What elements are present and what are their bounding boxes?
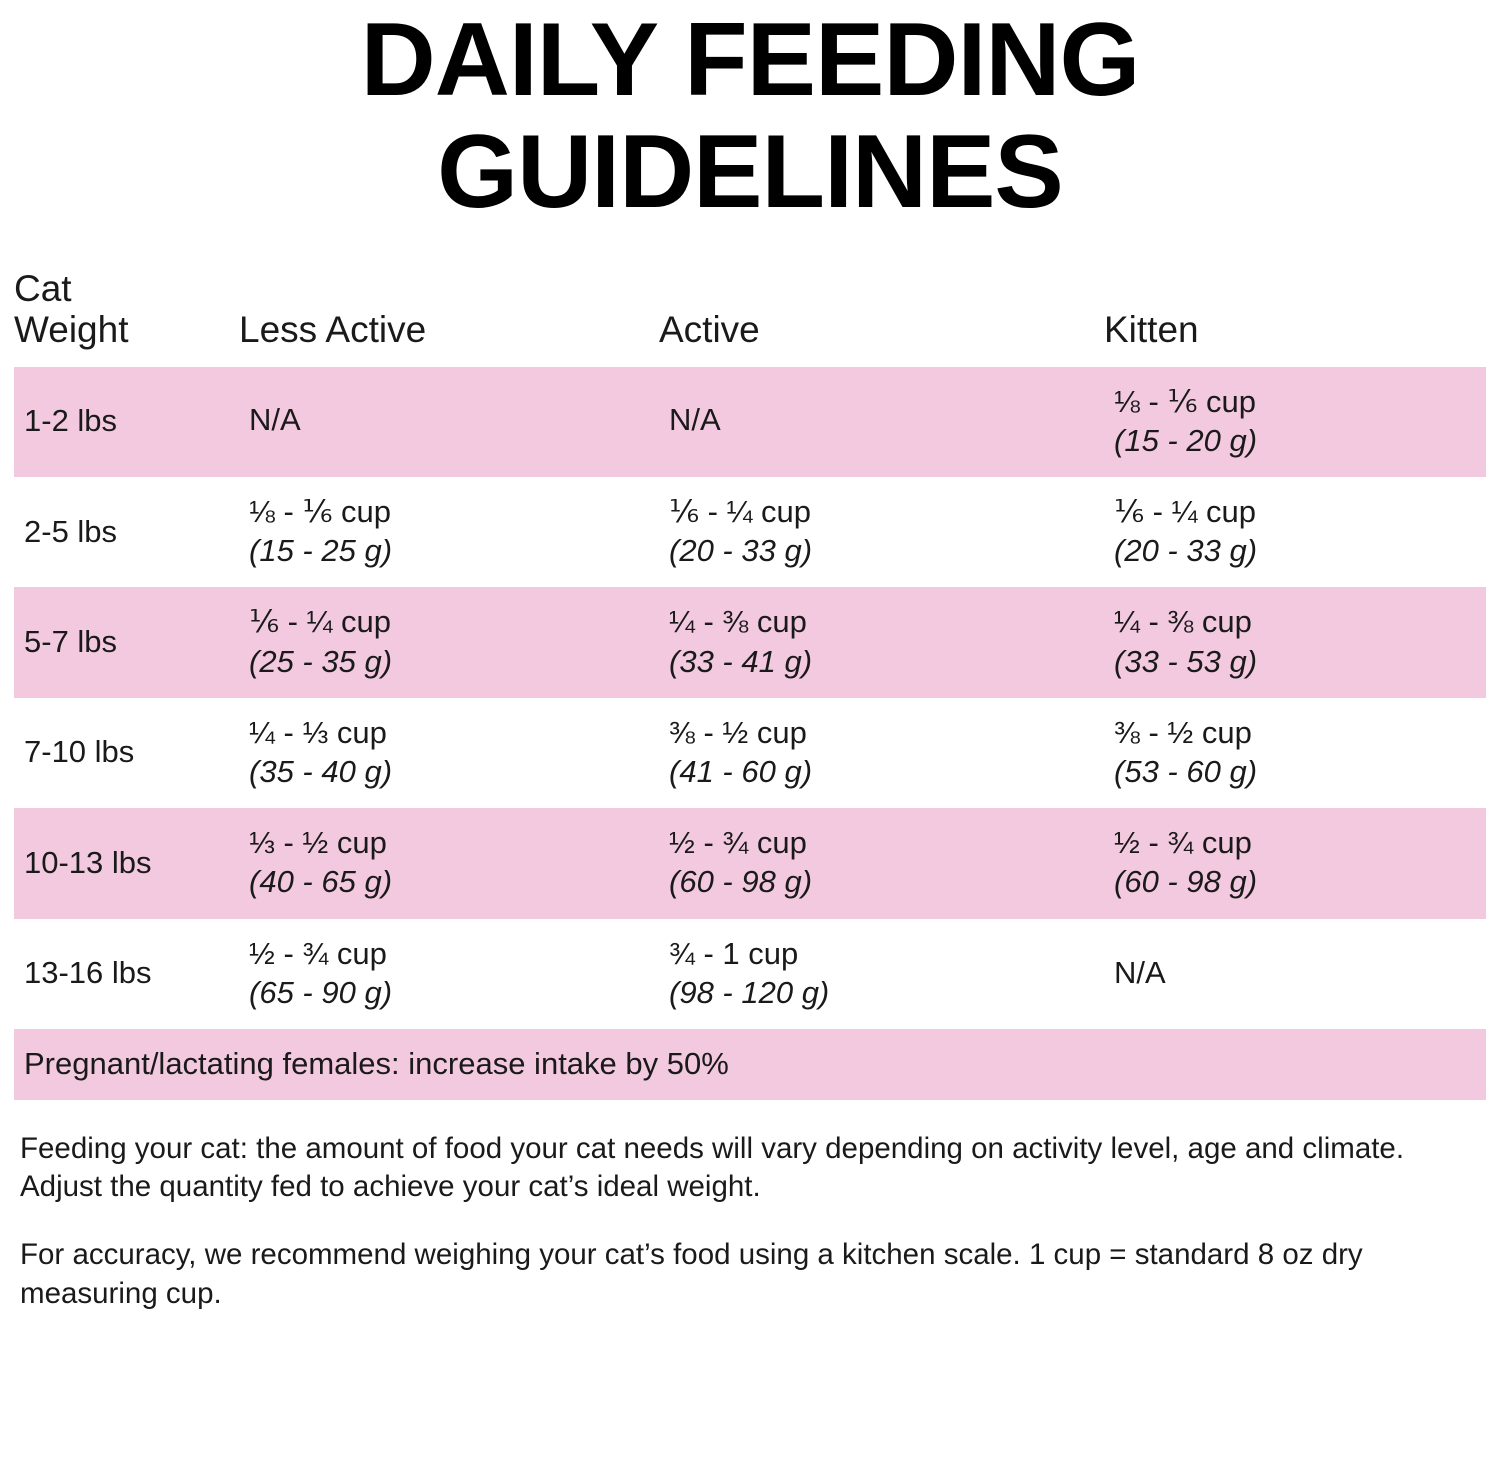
column-header-kitten: Kitten	[1104, 309, 1199, 351]
cell-amount: N/A	[249, 402, 301, 438]
column-header-cat-weight	[14, 268, 239, 367]
cell-grams: (65 - 90 g)	[249, 974, 393, 1010]
cell-cat-weight: 13-16 lbs	[14, 919, 239, 1029]
table-row	[14, 477, 1486, 587]
footnote-feeding-advice: Feeding your cat: the amount of food your cat needs will vary depending on activity level, age and climate. Adjust the quantity fed to achieve your cat’s ideal weight.	[20, 1132, 1405, 1204]
cell-kitten	[1104, 808, 1486, 918]
table-row	[14, 367, 1486, 477]
cell-kitten	[1104, 367, 1486, 477]
cell-amount: ¾ - 1 cup	[669, 935, 799, 971]
cell-amount: ¼ - ⅜ cup	[1114, 604, 1252, 640]
cell-kitten	[1104, 587, 1486, 697]
column-header-active: Active	[659, 309, 760, 351]
cell-grams: (40 - 65 g)	[249, 864, 393, 900]
cell-grams: (33 - 41 g)	[669, 643, 813, 679]
cell-less-active	[239, 919, 659, 1029]
page-title	[14, 0, 1486, 230]
cell-active	[659, 919, 1104, 1029]
cell-grams: (20 - 33 g)	[669, 533, 813, 569]
cell-kitten	[1104, 919, 1486, 1029]
cell-cat-weight: 7-10 lbs	[14, 698, 239, 808]
cell-active	[659, 808, 1104, 918]
table-row	[14, 698, 1486, 808]
column-header-less-active: Less Active	[239, 309, 427, 351]
cell-grams: (60 - 98 g)	[669, 864, 813, 900]
cell-amount: ⅜ - ½ cup	[1114, 714, 1252, 750]
cell-cat-weight: 10-13 lbs	[14, 808, 239, 918]
cell-less-active	[239, 367, 659, 477]
column-header-cat-weight-line-2: Weight	[14, 309, 129, 351]
cell-less-active	[239, 698, 659, 808]
table-header	[14, 268, 1486, 367]
cell-grams: (41 - 60 g)	[669, 754, 813, 789]
cell-grams: (35 - 40 g)	[249, 754, 393, 789]
page-title-line-1: DAILY FEEDING	[360, 2, 1140, 118]
cell-amount: ⅓ - ½ cup	[249, 825, 387, 861]
table-row	[14, 919, 1486, 1029]
cell-kitten	[1104, 477, 1486, 587]
pregnancy-note: Pregnant/lactating females: increase intake by 50%	[14, 1029, 1486, 1100]
pregnancy-note-row	[14, 1029, 1486, 1100]
cell-grams: (15 - 20 g)	[1114, 422, 1258, 458]
column-header-cat-weight-line-1: Cat	[14, 267, 72, 309]
cell-grams: (25 - 35 g)	[249, 643, 393, 679]
cell-grams: (33 - 53 g)	[1114, 643, 1258, 679]
cell-active	[659, 587, 1104, 697]
table-row	[14, 587, 1486, 697]
cell-amount: N/A	[669, 402, 721, 438]
cell-amount: ¼ - ⅓ cup	[249, 714, 387, 750]
cell-amount: ½ - ¾ cup	[669, 825, 807, 861]
footnotes	[14, 1130, 1486, 1313]
cell-less-active	[239, 477, 659, 587]
cell-cat-weight: 2-5 lbs	[14, 477, 239, 587]
cell-grams: (53 - 60 g)	[1114, 754, 1258, 789]
cell-grams: (15 - 25 g)	[249, 533, 393, 569]
cell-active	[659, 698, 1104, 808]
cell-amount: ½ - ¾ cup	[1114, 825, 1252, 861]
cell-grams: (60 - 98 g)	[1114, 864, 1258, 900]
cell-amount: N/A	[1114, 955, 1166, 991]
cell-less-active	[239, 587, 659, 697]
cell-amount: ⅜ - ½ cup	[669, 714, 807, 750]
cell-amount: ⅛ - ⅙ cup	[249, 494, 392, 530]
table-body	[14, 367, 1486, 1100]
cell-amount: ⅙ - ¼ cup	[249, 604, 392, 640]
cell-cat-weight: 5-7 lbs	[14, 587, 239, 697]
footnote-accuracy-advice: For accuracy, we recommend weighing your cat’s food using a kitchen scale. 1 cup = standard 8 oz dry measuring cup.	[20, 1238, 1363, 1310]
cell-kitten	[1104, 698, 1486, 808]
cell-grams: (20 - 33 g)	[1114, 533, 1258, 569]
cell-cat-weight: 1-2 lbs	[14, 367, 239, 477]
cell-amount: ⅛ - ⅙ cup	[1114, 383, 1257, 419]
table-header-row	[14, 268, 1486, 367]
cell-active	[659, 477, 1104, 587]
cell-less-active	[239, 808, 659, 918]
cell-grams: (98 - 120 g)	[669, 974, 830, 1010]
cell-amount: ⅙ - ¼ cup	[669, 494, 812, 530]
cell-amount: ⅙ - ¼ cup	[1114, 494, 1257, 530]
feeding-guidelines-table	[14, 268, 1486, 1100]
page-title-line-2: GUIDELINES	[437, 113, 1063, 230]
cell-amount: ¼ - ⅜ cup	[669, 604, 807, 640]
cell-amount: ½ - ¾ cup	[249, 935, 387, 971]
table-row	[14, 808, 1486, 918]
cell-active	[659, 367, 1104, 477]
